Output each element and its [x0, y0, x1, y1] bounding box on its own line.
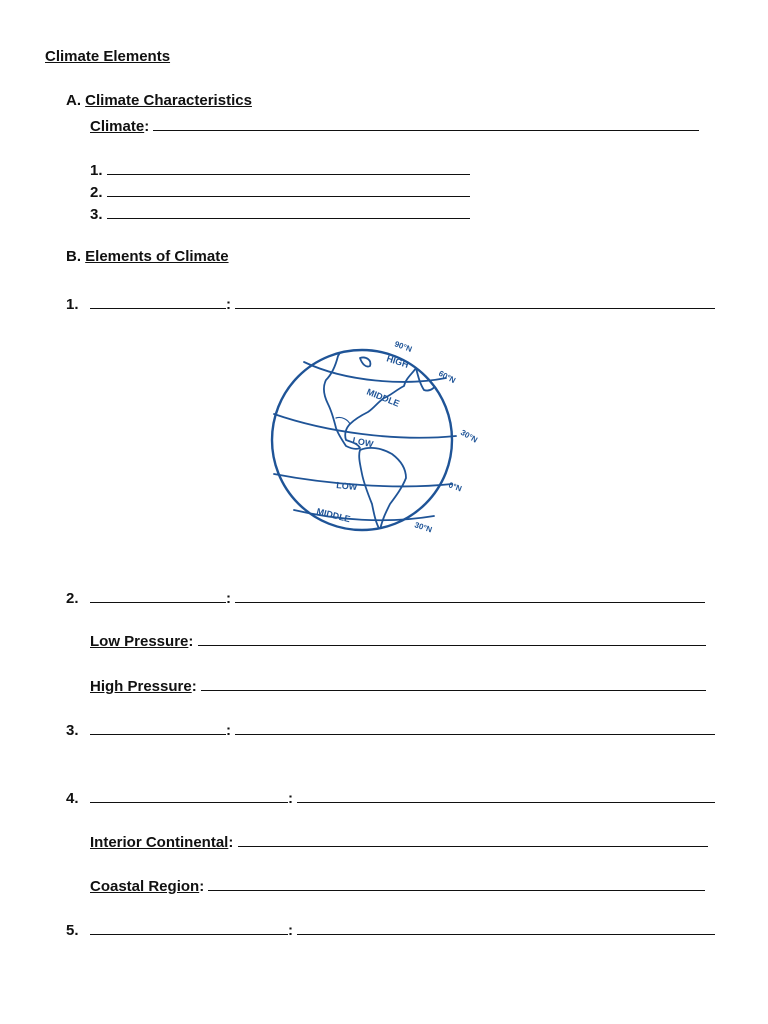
lat-label-30s: 30°N	[413, 520, 434, 535]
characteristic-row-2	[90, 182, 470, 202]
element-name-blank-1[interactable]	[90, 294, 226, 309]
element-definition-blank-1[interactable]	[235, 294, 715, 309]
characteristic-number: 3.	[90, 206, 103, 223]
element-name-blank-5[interactable]	[90, 920, 288, 935]
element-definition-blank-5[interactable]	[297, 920, 715, 935]
globe-latitude-figure	[266, 334, 488, 546]
high-pressure-blank[interactable]	[201, 676, 706, 691]
low-pressure-label: Low Pressure	[90, 633, 189, 650]
zone-label-high: HIGH	[385, 353, 410, 370]
section-b-heading-row	[66, 248, 229, 266]
element-number: 4.	[66, 790, 79, 807]
lat-label-90n: 90°N	[393, 339, 414, 354]
element-definition-blank-2[interactable]	[235, 588, 705, 603]
interior-continental-blank[interactable]	[238, 832, 708, 847]
latitude-line-60n	[304, 362, 446, 382]
section-a-heading: Climate Characteristics	[85, 92, 252, 109]
characteristic-number: 2.	[90, 184, 103, 201]
zone-label-low-north: LOW	[351, 435, 375, 450]
coastal-region-label: Coastal Region	[90, 878, 200, 895]
climate-definition-blank[interactable]	[153, 116, 699, 131]
element-name-blank-2[interactable]	[90, 588, 226, 603]
page-title: Climate Elements	[45, 48, 171, 65]
element-number: 1.	[66, 296, 79, 313]
section-b-marker: B.	[66, 248, 81, 265]
high-pressure-row: High Pressure:	[90, 676, 706, 696]
zone-label-low-south: LOW	[335, 480, 358, 493]
element-number: 5.	[66, 922, 79, 939]
element-row-4: 4. :	[66, 788, 715, 808]
element-number: 2.	[66, 590, 79, 607]
element-row-5: 5. :	[66, 920, 715, 940]
lat-label-60n: 60°N	[437, 368, 458, 386]
low-pressure-row: Low Pressure:	[90, 631, 706, 651]
section-b-heading: Elements of Climate	[85, 248, 229, 265]
characteristic-blank-3[interactable]	[107, 204, 470, 219]
high-pressure-label: High Pressure	[90, 678, 192, 695]
element-row-3: 3. :	[66, 720, 715, 740]
coastal-region-blank[interactable]	[208, 876, 705, 891]
climate-definition-row: Climate:	[90, 116, 699, 136]
climate-label: Climate	[90, 118, 145, 135]
section-a-heading-row	[66, 92, 252, 110]
characteristic-blank-2[interactable]	[107, 182, 470, 197]
section-a-marker: A.	[66, 92, 81, 109]
characteristic-number: 1.	[90, 162, 103, 179]
interior-continental-label: Interior Continental	[90, 834, 229, 851]
element-definition-blank-3[interactable]	[235, 720, 715, 735]
characteristic-blank-1[interactable]	[107, 160, 470, 175]
coastal-region-row: Coastal Region:	[90, 876, 705, 896]
zone-label-middle-north: MIDDLE	[365, 386, 401, 409]
latitude-line-30n	[274, 414, 456, 438]
zone-label-middle-south: MIDDLE	[315, 506, 352, 525]
element-number: 3.	[66, 722, 79, 739]
lat-label-0n: 0°N	[447, 480, 464, 494]
element-name-blank-3[interactable]	[90, 720, 226, 735]
characteristic-row-3	[90, 204, 470, 224]
characteristic-row-1	[90, 160, 470, 180]
low-pressure-blank[interactable]	[198, 631, 706, 646]
element-name-blank-4[interactable]	[90, 788, 288, 803]
interior-continental-row: Interior Continental:	[90, 832, 708, 852]
element-row-1: 1. :	[66, 294, 715, 314]
element-row-2: 2. :	[66, 588, 705, 608]
lat-label-30n: 30°N	[459, 427, 479, 445]
element-definition-blank-4[interactable]	[297, 788, 715, 803]
